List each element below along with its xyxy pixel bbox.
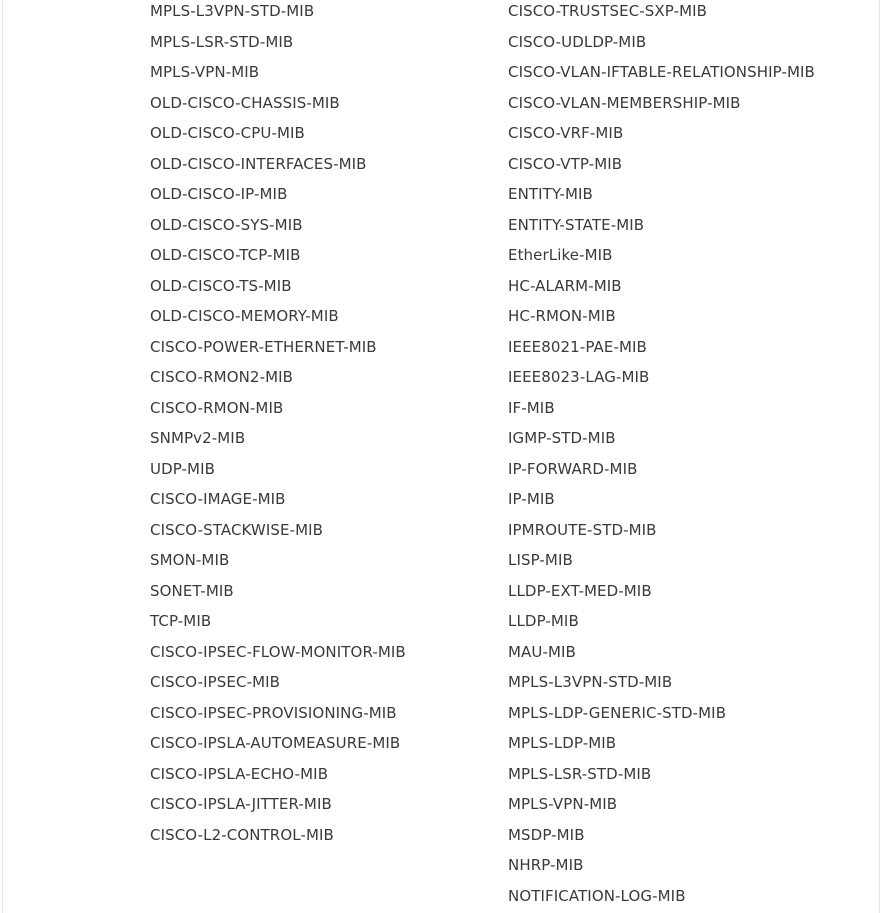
list-item: MPLS-LDP-GENERIC-STD-MIB [508,703,727,722]
list-item: MPLS-VPN-MIB [150,63,260,81]
list-item: IPMROUTE-STD-MIB [508,520,657,539]
list-item: OLD-CISCO-CPU-MIB [150,124,305,142]
list-item: OLD-CISCO-INTERFACES-MIB [150,154,367,173]
list-item: HC-RMON-MIB [508,307,616,325]
list-item: IP-MIB [508,490,555,508]
list-item: MPLS-LDP-MIB [508,734,617,752]
list-item: CISCO-RMON-MIB [150,398,284,417]
list-item: UDP-MIB [150,459,216,478]
list-item: CISCO-POWER-ETHERNET-MIB [150,337,377,356]
list-item: CISCO-VLAN-MEMBERSHIP-MIB [508,93,741,112]
list-item: CISCO-L2-CONTROL-MIB [150,825,334,844]
list-item: LLDP-MIB [508,612,579,630]
list-item: MAU-MIB [508,642,576,661]
list-item: SMON-MIB [150,551,230,569]
list-item: IGMP-STD-MIB [508,429,616,447]
list-item: IF-MIB [508,398,555,417]
list-item: EtherLike-MIB [508,246,613,264]
list-item: MSDP-MIB [508,825,585,844]
list-item: OLD-CISCO-IP-MIB [150,185,288,203]
list-item: OLD-CISCO-CHASSIS-MIB [150,93,340,112]
list-item: HC-ALARM-MIB [508,276,622,295]
list-item: CISCO-IMAGE-MIB [150,490,286,508]
list-item: CISCO-IPSEC-MIB [150,673,281,691]
list-item: CISCO-STACKWISE-MIB [150,520,324,539]
list-item: CISCO-RMON2-MIB [150,368,294,386]
list-item: CISCO-IPSEC-PROVISIONING-MIB [150,703,397,722]
list-item: MPLS-L3VPN-STD-MIB [150,2,315,20]
list-item: CISCO-VLAN-IFTABLE-RELATIONSHIP-MIB [508,63,815,81]
list-item: LISP-MIB [508,551,573,569]
list-item: MPLS-LSR-STD-MIB [508,764,652,783]
list-item: CISCO-VTP-MIB [508,154,623,173]
document-page [2,0,880,913]
list-item: SONET-MIB [150,581,234,600]
list-item: CISCO-TRUSTSEC-SXP-MIB [508,2,708,20]
list-item: CISCO-IPSLA-AUTOMEASURE-MIB [150,734,401,752]
list-item: NHRP-MIB [508,856,584,874]
list-item: NOTIFICATION-LOG-MIB [508,886,686,905]
list-item: ENTITY-STATE-MIB [508,215,645,234]
list-item: CISCO-IPSEC-FLOW-MONITOR-MIB [150,642,406,661]
list-item: OLD-CISCO-SYS-MIB [150,215,303,234]
list-item: TCP-MIB [150,612,212,630]
list-item: OLD-CISCO-TCP-MIB [150,246,301,264]
list-item: CISCO-VRF-MIB [508,124,624,142]
list-item: IEEE8023-LAG-MIB [508,368,650,386]
list-item: MPLS-VPN-MIB [508,795,618,813]
list-item: IEEE8021-PAE-MIB [508,337,647,356]
list-item: IP-FORWARD-MIB [508,459,638,478]
list-item: CISCO-IPSLA-ECHO-MIB [150,764,329,783]
list-item: MPLS-L3VPN-STD-MIB [508,673,673,691]
list-item: SNMPv2-MIB [150,429,246,447]
list-item: MPLS-LSR-STD-MIB [150,32,294,51]
list-item: LLDP-EXT-MED-MIB [508,581,652,600]
list-item: OLD-CISCO-TS-MIB [150,276,292,295]
list-item: CISCO-IPSLA-JITTER-MIB [150,795,332,813]
list-item: CISCO-UDLDP-MIB [508,32,647,51]
list-item: OLD-CISCO-MEMORY-MIB [150,307,339,325]
mib-list-left-column [150,0,406,850]
list-item: ENTITY-MIB [508,185,593,203]
mib-list-right-column [508,0,815,911]
